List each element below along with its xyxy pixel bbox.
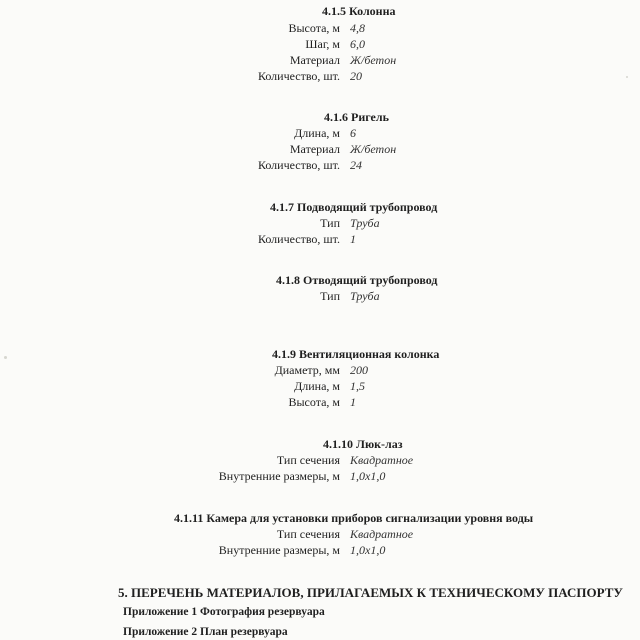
field-row bbox=[0, 126, 640, 142]
appendix-item: Приложение 2 План резервуара bbox=[123, 626, 288, 638]
field-row bbox=[0, 158, 640, 174]
field-value: 1,0x1,0 bbox=[350, 543, 386, 557]
field-value: Ж/бетон bbox=[350, 53, 397, 67]
field-label: Количество, шт. bbox=[257, 69, 340, 83]
field-row bbox=[0, 69, 640, 85]
field-label: Внутренние размеры, м bbox=[218, 543, 340, 557]
field-row bbox=[0, 527, 640, 543]
section-title: 4.1.7 Подводящий трубопровод bbox=[270, 200, 438, 214]
field-row bbox=[0, 453, 640, 469]
field-label: Тип bbox=[320, 289, 340, 303]
scan-speck bbox=[4, 356, 7, 359]
section-title: 4.1.10 Люк-лаз bbox=[323, 437, 403, 451]
field-value: Труба bbox=[350, 289, 380, 303]
section-title: 4.1.5 Колонна bbox=[322, 4, 396, 18]
field-label: Высота, м bbox=[288, 395, 340, 409]
field-label: Длина, м bbox=[294, 126, 340, 140]
field-row bbox=[0, 379, 640, 395]
field-row bbox=[0, 289, 640, 305]
field-row bbox=[0, 142, 640, 158]
field-label: Тип сечения bbox=[276, 453, 340, 467]
field-row bbox=[0, 21, 640, 37]
scan-speck bbox=[626, 76, 628, 78]
section-title: 4.1.9 Вентиляционная колонка bbox=[272, 347, 440, 361]
field-row bbox=[0, 216, 640, 232]
field-label: Количество, шт. bbox=[257, 158, 340, 172]
field-row bbox=[0, 395, 640, 411]
field-value: 1,0x1,0 bbox=[350, 469, 386, 483]
field-value: 1 bbox=[350, 395, 356, 409]
field-label: Материал bbox=[289, 53, 340, 67]
field-row bbox=[0, 363, 640, 379]
field-value: 20 bbox=[350, 69, 362, 83]
field-row bbox=[0, 469, 640, 485]
section-title: 4.1.6 Ригель bbox=[324, 110, 389, 124]
section-title: 4.1.8 Отводящий трубопровод bbox=[276, 273, 438, 287]
field-label: Внутренние размеры, м bbox=[218, 469, 340, 483]
field-value: 200 bbox=[350, 363, 368, 377]
field-row bbox=[0, 53, 640, 69]
section-title: 4.1.11 Камера для установки приборов сигнализации уровня воды bbox=[174, 511, 534, 525]
field-label: Тип bbox=[320, 216, 340, 230]
field-value: Ж/бетон bbox=[350, 142, 397, 156]
field-value: Труба bbox=[350, 216, 380, 230]
field-label: Длина, м bbox=[294, 379, 340, 393]
field-row bbox=[0, 232, 640, 248]
field-label: Диаметр, мм bbox=[274, 363, 340, 377]
field-value: 6,0 bbox=[350, 37, 365, 51]
field-value: Квадратное bbox=[350, 453, 414, 467]
field-label: Количество, шт. bbox=[257, 232, 340, 246]
field-value: 24 bbox=[350, 158, 362, 172]
appendix-item: Приложение 1 Фотография резервуара bbox=[123, 606, 325, 618]
field-label: Шаг, м bbox=[305, 37, 340, 51]
field-value: 6 bbox=[350, 126, 356, 140]
materials-heading: 5. ПЕРЕЧЕНЬ МАТЕРИАЛОВ, ПРИЛАГАЕМЫХ К ТЕХНИЧЕСКОМУ ПАСПОРТУ bbox=[118, 585, 623, 600]
field-label: Материал bbox=[289, 142, 340, 156]
field-label: Тип сечения bbox=[276, 527, 340, 541]
field-value: Квадратное bbox=[350, 527, 414, 541]
field-value: 1,5 bbox=[350, 379, 365, 393]
field-row bbox=[0, 543, 640, 559]
field-row bbox=[0, 37, 640, 53]
field-label: Высота, м bbox=[288, 21, 340, 35]
field-value: 1 bbox=[350, 232, 356, 246]
field-value: 4,8 bbox=[350, 21, 365, 35]
